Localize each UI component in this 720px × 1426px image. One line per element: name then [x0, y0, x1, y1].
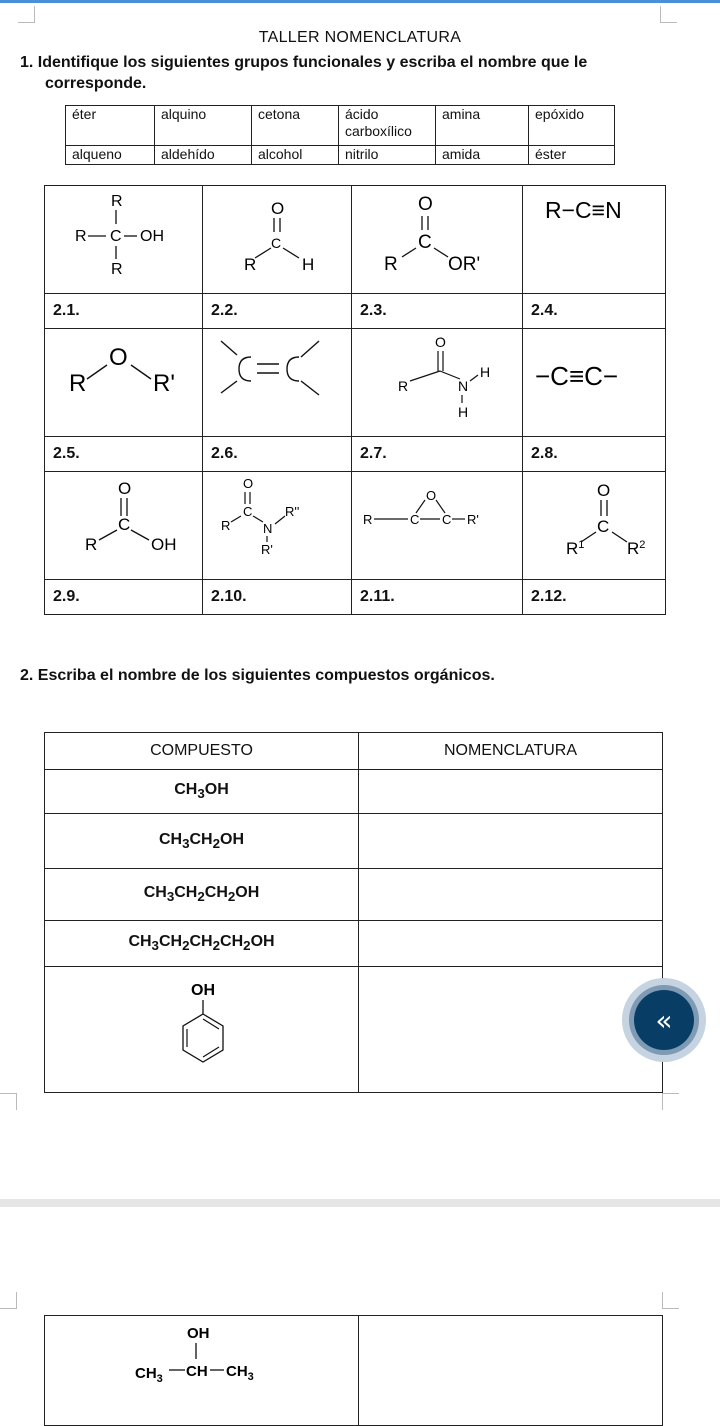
atom-label: R': [467, 512, 479, 527]
table-row: [45, 814, 663, 869]
item-label: 2.6.: [203, 437, 352, 472]
page-corner-mark: [0, 1093, 17, 1110]
structure-cell: [203, 329, 352, 437]
atom-label: C: [118, 515, 131, 534]
keyword-cell: cetona: [252, 106, 339, 146]
keyword-cell: alquino: [155, 106, 252, 146]
atom-label: O: [243, 476, 254, 491]
atom-label: O: [118, 479, 132, 498]
atom-label: $R^2$: [627, 539, 646, 558]
atom-label: O: [435, 334, 446, 350]
question-1-line1: 1. Identifique los siguientes grupos funcionales y escriba el nombre que le: [20, 54, 588, 71]
atom-label: O: [271, 199, 285, 218]
nomenclature-table-continued: [44, 1315, 663, 1426]
atom-label: OH: [140, 228, 164, 245]
keyword-cell: alcohol: [252, 146, 339, 165]
question-1: [20, 52, 710, 94]
structure-cell: [352, 186, 523, 294]
ketone-structure: [523, 472, 665, 579]
keyword-table: [65, 105, 615, 165]
keyword-cell: [339, 106, 436, 146]
item-label: 2.1.: [45, 294, 203, 329]
atom-label: N: [458, 378, 469, 394]
compound-phenol: [45, 967, 359, 1093]
nitrile-structure: [523, 186, 665, 293]
top-accent-bar: [0, 0, 720, 3]
page-corner-mark: [660, 6, 677, 23]
atom-label: OH: [187, 1325, 210, 1342]
keyword-cell: éter: [66, 106, 155, 146]
atom-label: R: [111, 261, 123, 278]
atom-label: OH: [151, 535, 177, 554]
compound-isopropanol: [45, 1316, 359, 1426]
atom-label: $CH_3$: [226, 1363, 254, 1383]
structure-cell: [523, 186, 666, 294]
atom-label: $R^1$: [566, 539, 585, 558]
scroll-back-ring: [629, 985, 699, 1055]
label-row: [45, 437, 666, 472]
keyword-cell: amida: [436, 146, 529, 165]
page-corner-mark: [18, 6, 35, 23]
keyword-cell: alqueno: [66, 146, 155, 165]
table-row: [45, 1316, 663, 1426]
keyword-row: [66, 106, 615, 146]
page-title: TALLER NOMENCLATURA: [258, 29, 462, 46]
structure-cell: [45, 472, 203, 580]
atom-label: C: [410, 512, 420, 527]
structure-cell: [352, 472, 523, 580]
atom-label: R': [153, 370, 175, 397]
item-label: 2.8.: [523, 437, 666, 472]
item-label: 2.10.: [203, 580, 352, 615]
keyword-cell: aldehído: [155, 146, 252, 165]
page-separator: [0, 1199, 720, 1207]
atom-label: R'': [285, 504, 300, 519]
atom-label: H: [302, 255, 315, 274]
atom-label: R: [363, 512, 373, 527]
atom-label: R: [244, 255, 257, 274]
label-row: [45, 294, 666, 329]
compound-formula: $CH_3CH_2CH_2OH$: [45, 869, 359, 921]
structure-cell: [45, 186, 203, 294]
answer-cell[interactable]: [359, 770, 663, 814]
aldehyde-structure: [203, 186, 351, 293]
atom-label: C: [442, 512, 452, 527]
amide-structure: [203, 472, 351, 579]
answer-cell[interactable]: [359, 1316, 663, 1426]
keyword-text: carboxílico: [345, 123, 412, 139]
atom-label: O: [109, 344, 128, 371]
atom-label: C: [418, 232, 432, 253]
structure-row: [45, 186, 666, 294]
compound-formula: $CH_3CH_2OH$: [45, 814, 359, 869]
answer-cell[interactable]: [359, 869, 663, 921]
item-label: 2.12.: [523, 580, 666, 615]
atom-label: C: [271, 235, 282, 251]
alcohol-structure: [45, 186, 202, 293]
atom-label: $CH_3$: [135, 1365, 163, 1385]
structure-row: [45, 329, 666, 437]
ether-structure: [45, 329, 202, 436]
scroll-back-button[interactable]: [622, 978, 706, 1062]
item-label: 2.9.: [45, 580, 203, 615]
item-label: 2.3.: [352, 294, 523, 329]
item-label: 2.4.: [523, 294, 666, 329]
structure-cell: [352, 329, 523, 437]
carboxylic-acid-structure: [45, 472, 202, 579]
structure-cell: [523, 329, 666, 437]
column-header: COMPUESTO: [45, 733, 359, 770]
atom-label: O: [426, 488, 437, 503]
atom-label: H: [458, 404, 469, 420]
atom-label: O: [597, 481, 611, 500]
atom-label: N: [263, 521, 273, 536]
item-label: 2.7.: [352, 437, 523, 472]
isopropanol-structure: [45, 1316, 358, 1420]
atom-label: R: [85, 535, 98, 554]
item-label: 2.11.: [352, 580, 523, 615]
keyword-cell: amina: [436, 106, 529, 146]
question-2: 2. Escriba el nombre de los siguientes compuestos orgánicos.: [20, 667, 495, 684]
atom-label: OH: [191, 982, 215, 999]
functional-groups-table: [44, 185, 666, 615]
structure-cell: [523, 472, 666, 580]
epoxide-structure: [352, 472, 522, 579]
atom-label: H: [480, 364, 491, 380]
keyword-cell: éster: [529, 146, 615, 165]
atom-label: C: [597, 517, 610, 536]
compound-formula: $CH_3OH$: [45, 770, 359, 814]
keyword-cell: nitrilo: [339, 146, 436, 165]
atom-label: R: [69, 370, 87, 397]
atom-label: R: [75, 228, 87, 245]
atom-label: C: [243, 504, 253, 519]
column-header: NOMENCLATURA: [359, 733, 663, 770]
compound-formula: $CH_3CH_2CH_2CH_2OH$: [45, 921, 359, 967]
keyword-cell: epóxido: [529, 106, 615, 146]
structure-cell: [203, 472, 352, 580]
double-chevron-left-icon: «: [634, 990, 694, 1050]
table-row: [45, 921, 663, 967]
atom-label: OR': [448, 254, 481, 275]
item-label: 2.2.: [203, 294, 352, 329]
phenol-structure: [45, 967, 358, 1087]
label-row: [45, 580, 666, 615]
answer-cell[interactable]: [359, 921, 663, 967]
page-corner-mark: [662, 1093, 679, 1110]
table-row: [45, 967, 663, 1093]
atom-label: R: [111, 193, 123, 210]
page-corner-mark: [662, 1292, 679, 1309]
answer-cell[interactable]: [359, 967, 663, 1093]
ester-structure: [352, 186, 522, 293]
structure-row: [45, 472, 666, 580]
question-1-line2: corresponde.: [45, 75, 147, 92]
atom-label: R: [221, 518, 231, 533]
atom-label: −C≡C−: [535, 361, 619, 391]
atom-label: R: [384, 254, 398, 275]
keyword-row: [66, 146, 615, 165]
primary-amide-structure: [352, 329, 522, 436]
atom-label: R: [398, 378, 409, 394]
item-label: 2.5.: [45, 437, 203, 472]
atom-label: CH: [186, 1363, 208, 1380]
page-corner-mark: [0, 1292, 17, 1309]
atom-label: R−C≡N: [545, 197, 622, 223]
table-row: [45, 869, 663, 921]
nomenclature-table: [44, 732, 663, 1093]
answer-cell[interactable]: [359, 814, 663, 869]
alkyne-structure: [523, 329, 665, 436]
table-header: [45, 733, 663, 770]
table-row: [45, 770, 663, 814]
keyword-text: ácido: [345, 106, 379, 122]
structure-cell: [203, 186, 352, 294]
atom-label: R': [261, 542, 273, 557]
alkene-structure: [203, 329, 351, 436]
atom-label: O: [418, 194, 433, 215]
atom-label: C: [110, 228, 122, 245]
structure-cell: [45, 329, 203, 437]
